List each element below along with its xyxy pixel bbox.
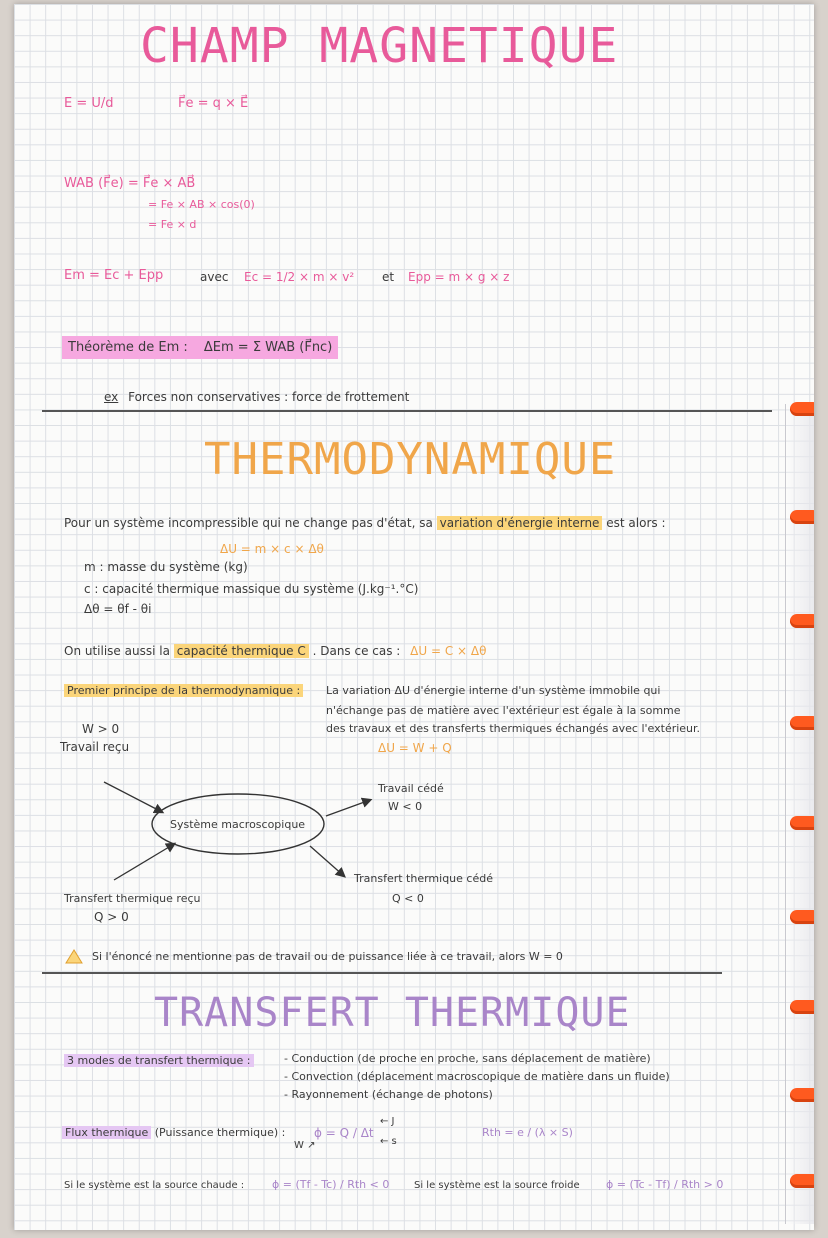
unit-second: ← s bbox=[380, 1136, 397, 1147]
unit-watt: W ↗ bbox=[294, 1140, 316, 1151]
formula-ec: Ec = 1/2 × m × v² bbox=[244, 270, 355, 284]
avec-text: avec bbox=[200, 270, 229, 284]
arrow-travail-recu bbox=[104, 782, 162, 812]
also-formula: ΔU = C × Δθ bbox=[410, 644, 487, 658]
formula-fe: F⃗e = q × E⃗ bbox=[178, 96, 249, 111]
travail-cede: Travail cédé bbox=[378, 782, 444, 795]
also-highlight: capacité thermique C bbox=[174, 644, 309, 658]
example-text: Forces non conservatives : force de frottement bbox=[128, 390, 410, 404]
fp-line-1: La variation ΔU d'énergie interne d'un système immobile qui bbox=[326, 684, 661, 697]
formula-em: Em = Ec + Epp bbox=[64, 268, 164, 283]
m-definition: m : masse du système (kg) bbox=[84, 560, 248, 574]
intro-highlight: variation d'énergie interne bbox=[437, 516, 603, 530]
cold-source-formula: ϕ = (Tc - Tf) / Rth > 0 bbox=[606, 1178, 724, 1191]
thermo-title: THERMODYNAMIQUE bbox=[204, 434, 617, 485]
work-line-3: = Fe × d bbox=[148, 218, 197, 231]
also-a: On utilise aussi la bbox=[64, 644, 170, 658]
formula-e: E = U/d bbox=[64, 96, 114, 111]
et-text: et bbox=[382, 270, 395, 284]
intro-a: Pour un système incompressible qui ne change pas d'état, sa bbox=[64, 516, 433, 530]
flux-formula: ϕ = Q / Δt bbox=[314, 1126, 374, 1140]
champ-title: CHAMP MAGNETIQUE bbox=[140, 18, 619, 74]
section-divider bbox=[42, 972, 722, 974]
mode-rayonnement: - Rayonnement (échange de photons) bbox=[284, 1088, 493, 1101]
fp-formula: ΔU = W + Q bbox=[378, 741, 452, 755]
theta-definition: Δθ = θf - θi bbox=[84, 602, 152, 616]
example-label: ex bbox=[104, 390, 119, 404]
theorem-formula: ΔEm = Σ WAB (F⃗nc) bbox=[203, 340, 333, 355]
diagram-arrows bbox=[14, 4, 814, 1230]
flux-highlight: Flux thermique bbox=[62, 1126, 151, 1139]
work-line-2: = Fe × AB × cos(0) bbox=[148, 198, 255, 211]
arrow-transfert-cede bbox=[310, 846, 344, 876]
delta-u-formula: ΔU = m × c × Δθ bbox=[220, 542, 324, 556]
cold-source-text: Si le système est la source froide bbox=[414, 1180, 580, 1191]
hot-source-text: Si le système est la source chaude : bbox=[64, 1180, 245, 1191]
mode-conduction: - Conduction (de proche en proche, sans déplacement de matière) bbox=[284, 1052, 651, 1065]
transfert-recu: Transfert thermique reçu bbox=[64, 892, 201, 905]
c-definition: c : capacité thermique massique du système (J.kg⁻¹.°C) bbox=[84, 582, 419, 596]
formula-epp: Epp = m × g × z bbox=[408, 270, 510, 284]
unit-joule: ← J bbox=[380, 1116, 395, 1127]
q-positive: Q > 0 bbox=[94, 910, 129, 924]
fp-line-2: n'échange pas de matière avec l'extérieur est égale à la somme bbox=[326, 704, 681, 717]
w-positive: W > 0 bbox=[82, 722, 120, 736]
first-principle-label: Premier principe de la thermodynamique : bbox=[64, 684, 303, 697]
mode-convection: - Convection (déplacement macroscopique de matière dans un fluide) bbox=[284, 1070, 670, 1083]
warning-text: Si l'énoncé ne mentionne pas de travail ou de puissance liée à ce travail, alors W = 0 bbox=[92, 950, 563, 963]
modes-label: 3 modes de transfert thermique : bbox=[64, 1054, 254, 1067]
intro-b: est alors : bbox=[606, 516, 666, 530]
warning-icon bbox=[66, 950, 82, 963]
flux-text: (Puissance thermique) : bbox=[154, 1126, 286, 1139]
arrow-transfert-recu bbox=[114, 844, 174, 880]
theorem-label: Théorème de Em : bbox=[68, 340, 188, 355]
also-b: . Dans ce cas : bbox=[312, 644, 401, 658]
fp-line-3: des travaux et des transferts thermiques échangés avec l'extérieur. bbox=[326, 722, 701, 735]
rth-formula: Rth = e / (λ × S) bbox=[482, 1126, 573, 1139]
system-label: Système macroscopique bbox=[170, 818, 306, 831]
travail-recu: Travail reçu bbox=[60, 740, 130, 754]
transfert-cede: Transfert thermique cédé bbox=[354, 872, 493, 885]
notebook-page bbox=[14, 4, 814, 1230]
transfert-title: TRANSFERT THERMIQUE bbox=[154, 990, 631, 1036]
arrow-travail-cede bbox=[326, 800, 370, 816]
w-negative: W < 0 bbox=[388, 800, 423, 813]
hot-source-formula: ϕ = (Tf - Tc) / Rth < 0 bbox=[272, 1178, 390, 1191]
work-line-1: WAB (F⃗e) = F⃗e × AB⃗ bbox=[64, 176, 196, 191]
q-negative: Q < 0 bbox=[392, 892, 424, 905]
flux-line bbox=[62, 1126, 285, 1139]
